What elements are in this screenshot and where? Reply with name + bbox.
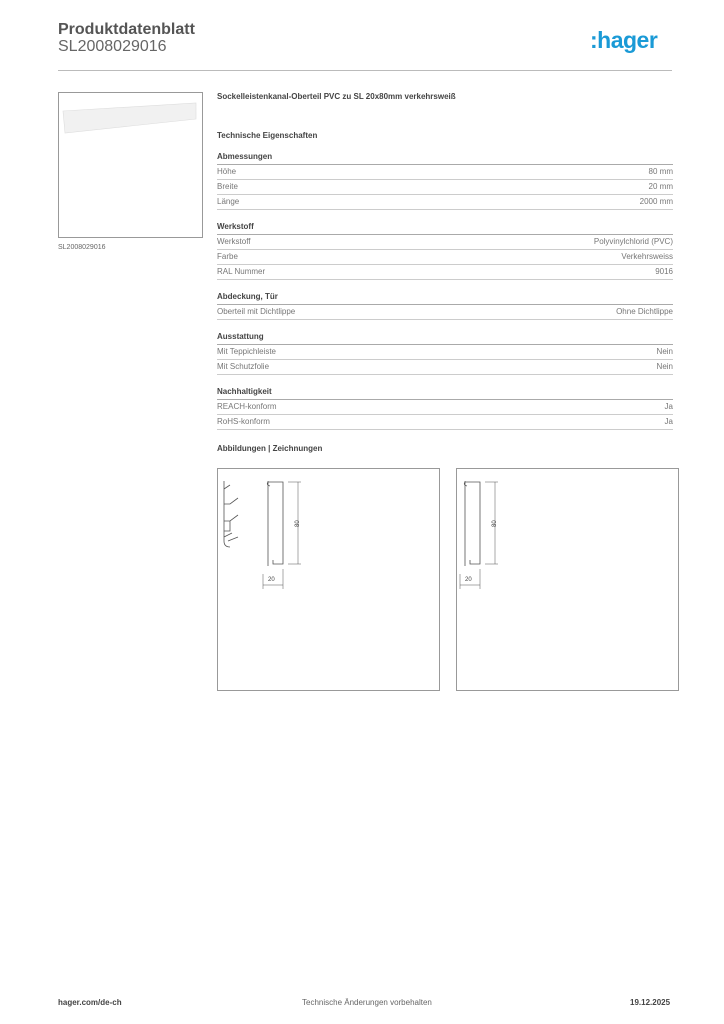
property-value: Nein <box>656 362 673 371</box>
footer-note: Technische Änderungen vorbehalten <box>302 998 432 1007</box>
svg-text:80: 80 <box>492 520 498 527</box>
svg-text:20: 20 <box>268 577 275 583</box>
property-label: Höhe <box>217 167 237 176</box>
property-value: 80 mm <box>648 167 673 176</box>
footer-date: 19.12.2025 <box>630 998 671 1007</box>
product-image-drawing <box>59 93 202 237</box>
property-row <box>217 195 673 210</box>
drawing-1 <box>217 468 440 691</box>
product-code: SL2008029016 <box>58 38 167 55</box>
property-label: Farbe <box>217 252 238 261</box>
property-value: Verkehrsweiss <box>621 252 673 261</box>
property-value: 2000 mm <box>639 197 673 206</box>
hager-logo: :hager <box>590 27 658 53</box>
property-value: 9016 <box>655 267 673 276</box>
section-heading: Nachhaltigkeit <box>217 387 673 400</box>
property-row <box>217 265 673 280</box>
svg-text:80: 80 <box>295 520 301 527</box>
property-row <box>217 345 673 360</box>
property-label: REACH-konform <box>217 402 277 411</box>
property-label: RoHS-konform <box>217 417 270 426</box>
profile-drawing <box>457 469 678 690</box>
product-image <box>58 92 203 238</box>
section-heading: Abdeckung, Tür <box>217 292 673 305</box>
section-heading: Werkstoff <box>217 222 673 235</box>
property-value: Polyvinylchlorid (PVC) <box>593 237 673 246</box>
property-row <box>217 250 673 265</box>
property-row <box>217 360 673 375</box>
properties-panel <box>217 92 673 453</box>
section-heading: Ausstattung <box>217 332 673 345</box>
property-row <box>217 305 673 320</box>
property-label: Mit Schutzfolie <box>217 362 270 371</box>
property-row <box>217 180 673 195</box>
property-value: Ohne Dichtlippe <box>616 307 673 316</box>
section-heading: Abmessungen <box>217 152 673 165</box>
page-title: Produktdatenblatt <box>58 21 195 38</box>
property-label: Oberteil mit Dichtlippe <box>217 307 296 316</box>
property-label: Mit Teppichleiste <box>217 347 276 356</box>
property-label: Breite <box>217 182 238 191</box>
property-label: RAL Nummer <box>217 267 266 276</box>
header-divider <box>58 70 672 71</box>
property-value: Nein <box>656 347 673 356</box>
svg-text:20: 20 <box>465 577 472 583</box>
image-caption: SL2008029016 <box>58 244 106 251</box>
property-value: Ja <box>664 417 673 426</box>
technical-properties-heading: Technische Eigenschaften <box>217 131 318 140</box>
property-label: Werkstoff <box>217 237 251 246</box>
property-value: 20 mm <box>648 182 673 191</box>
property-value: Ja <box>664 402 673 411</box>
property-row <box>217 165 673 180</box>
property-row <box>217 235 673 250</box>
product-description: Sockelleistenkanal-Oberteil PVC zu SL 20x80mm verkehrsweiß <box>217 92 456 101</box>
footer-website-link[interactable]: hager.com/de-ch <box>58 998 122 1007</box>
property-row <box>217 400 673 415</box>
drawing-2 <box>456 468 679 691</box>
property-row <box>217 415 673 430</box>
drawings-heading: Abbildungen | Zeichnungen <box>217 444 323 453</box>
profile-drawing-with-base <box>218 469 439 690</box>
property-label: Länge <box>217 197 240 206</box>
